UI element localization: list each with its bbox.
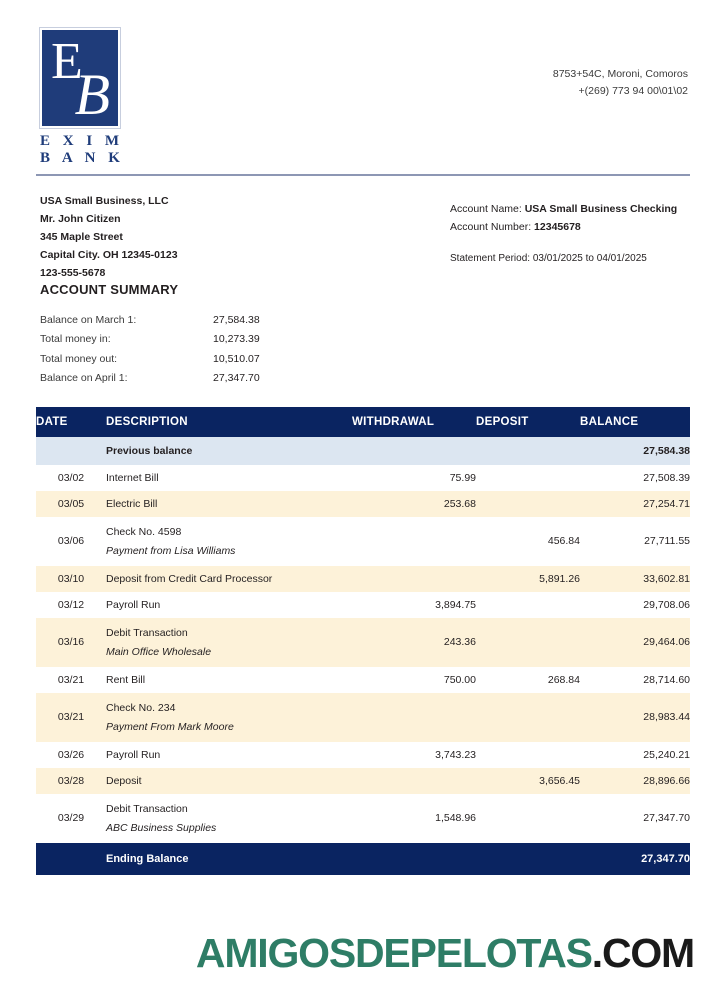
cell-date: 03/26 [57, 748, 85, 761]
table-row [36, 491, 690, 517]
table-row [36, 667, 690, 693]
cell-date: 03/10 [57, 572, 85, 585]
cell-deposit [476, 618, 580, 667]
cell-date: 03/16 [57, 636, 85, 649]
table-row [36, 794, 690, 843]
cell-withdrawal: 253.68 [443, 497, 476, 510]
cell-balance: 27,347.70 [643, 812, 690, 825]
cell-description [106, 566, 352, 592]
bank-wordmark [40, 133, 126, 167]
cell-date: 03/21 [57, 673, 85, 686]
customer-phone: 123-555-5678 [40, 267, 106, 280]
account-details-block [450, 200, 677, 267]
transactions-section [36, 407, 690, 875]
logo-letter-b: B [74, 62, 110, 127]
column-header-balance[interactable]: BALANCE [580, 407, 690, 437]
bank-logo [40, 28, 126, 167]
ending-balance-amount: 27,347.70 [641, 852, 690, 865]
summary-row [40, 330, 688, 349]
previous-balance-label: Previous balance [106, 444, 193, 457]
logo-letter-e: E [51, 33, 83, 90]
summary-row [40, 311, 688, 330]
cell-deposit: 5,891.26 [539, 572, 580, 585]
cell-description [106, 693, 352, 742]
cell-balance: 28,983.44 [643, 711, 690, 724]
description-main: Deposit from Credit Card Processor [106, 572, 273, 585]
account-name-label: Account Name: [450, 203, 522, 215]
description-main: Rent Bill [106, 673, 146, 686]
cell-withdrawal [352, 768, 476, 794]
customer-city-state-zip: Capital City. OH 12345-0123 [40, 249, 178, 262]
wordmark-bank: B A N K [40, 149, 125, 166]
account-number-label: Account Number: [450, 221, 532, 234]
description-sub: Main Office Wholesale [106, 645, 212, 658]
column-header-description[interactable]: DESCRIPTION [106, 407, 352, 437]
description-main: Deposit [106, 774, 142, 787]
customer-company: USA Small Business, LLC [40, 195, 169, 207]
summary-label: Balance on April 1: [40, 372, 128, 385]
table-row [36, 742, 690, 768]
cell-deposit [476, 491, 580, 517]
cell-description [106, 491, 352, 517]
cell-withdrawal: 75.99 [449, 471, 476, 484]
cell-date: 03/02 [57, 471, 85, 484]
bank-address: 8753+54C, Moroni, Comoros [552, 68, 688, 80]
cell-withdrawal: 750.00 [443, 673, 476, 686]
column-header-deposit[interactable]: DEPOSIT [476, 407, 580, 437]
description-sub: ABC Business Supplies [106, 821, 217, 834]
watermark-name: AMIGOSDEPELOTAS [195, 930, 592, 976]
table-row [36, 592, 690, 618]
exim-bank-logo-icon [40, 28, 120, 128]
description-main: Debit Transaction [106, 802, 188, 815]
cell-withdrawal: 3,894.75 [435, 598, 476, 611]
cell-deposit: 456.84 [547, 535, 580, 548]
cell-deposit [476, 742, 580, 768]
cell-deposit: 3,656.45 [539, 774, 580, 787]
cell-withdrawal [352, 693, 476, 742]
cell-withdrawal: 243.36 [443, 636, 476, 649]
description-main: Payroll Run [106, 598, 161, 611]
customer-street: 345 Maple Street [40, 231, 123, 244]
ending-balance-label: Ending Balance [106, 852, 189, 865]
description-sub: Payment From Mark Moore [106, 720, 234, 733]
cell-balance: 25,240.21 [643, 748, 690, 761]
cell-deposit: 268.84 [547, 673, 580, 686]
cell-date: 03/29 [57, 812, 85, 825]
cell-date: 03/12 [57, 598, 85, 611]
cell-date: 03/05 [57, 497, 85, 510]
description-main: Internet Bill [106, 471, 159, 484]
transactions-table [36, 407, 690, 875]
cell-balance: 27,254.71 [643, 497, 690, 510]
cell-withdrawal [352, 517, 476, 566]
table-header-row [36, 407, 690, 437]
description-sub: Payment from Lisa Williams [106, 544, 236, 557]
description-main: Check No. 4598 [106, 525, 182, 538]
cell-deposit [476, 794, 580, 843]
cell-description [106, 768, 352, 794]
cell-description [106, 465, 352, 491]
cell-date: 03/28 [57, 774, 85, 787]
transactions-table-foot [36, 843, 690, 875]
cell-balance: 33,602.81 [643, 572, 690, 585]
previous-balance-amount: 27,584.38 [643, 444, 690, 457]
cell-date: 03/21 [57, 711, 85, 724]
statement-period: Statement Period: 03/01/2025 to 04/01/2025 [450, 253, 647, 265]
wordmark-exim: E X I M [40, 133, 124, 149]
cell-description [106, 667, 352, 693]
transactions-table-head [36, 407, 690, 437]
summary-value: 10,273.39 [213, 333, 260, 346]
cell-balance: 27,508.39 [643, 471, 690, 484]
cell-balance: 29,464.06 [643, 636, 690, 649]
watermark-tld: .COM [591, 930, 694, 976]
column-header-withdrawal[interactable]: WITHDRAWAL [352, 407, 476, 437]
account-number-value: 12345678 [534, 221, 581, 234]
ending-balance-row [36, 843, 690, 875]
description-main: Payroll Run [106, 748, 161, 761]
table-row [36, 693, 690, 742]
transactions-table-body [36, 437, 690, 843]
cell-description [106, 794, 352, 843]
customer-name: Mr. John Citizen [40, 213, 121, 226]
table-row [36, 566, 690, 592]
cell-description [106, 618, 352, 667]
bank-phone: +(269) 773 94 00\01\02 [578, 85, 688, 98]
table-row [36, 618, 690, 667]
account-name-line [450, 200, 677, 218]
summary-value: 27,347.70 [213, 372, 260, 385]
summary-label: Balance on March 1: [40, 314, 137, 326]
bank-contact-info [553, 66, 688, 101]
cell-balance: 28,714.60 [643, 673, 690, 686]
account-number-line [450, 218, 677, 236]
cell-balance: 29,708.06 [643, 598, 690, 611]
summary-row [40, 369, 688, 388]
description-main: Electric Bill [106, 497, 158, 510]
table-row [36, 517, 690, 566]
cell-withdrawal [352, 566, 476, 592]
table-row [36, 465, 690, 491]
column-header-date[interactable]: DATE [36, 407, 106, 437]
cell-deposit [476, 693, 580, 742]
summary-row [40, 350, 688, 369]
statement-info-row [0, 176, 720, 280]
cell-deposit [476, 465, 580, 491]
summary-value: 10,510.07 [213, 352, 260, 365]
site-watermark [195, 930, 694, 976]
summary-label: Total money out: [40, 352, 118, 365]
cell-description [106, 592, 352, 618]
statement-header [0, 0, 720, 176]
account-summary-title: ACCOUNT SUMMARY [40, 282, 179, 297]
previous-balance-row [36, 437, 690, 465]
summary-label: Total money in: [40, 333, 111, 346]
cell-withdrawal: 3,743.23 [435, 748, 476, 761]
cell-withdrawal: 1,548.96 [435, 812, 476, 825]
table-row [36, 768, 690, 794]
cell-balance: 27,711.55 [644, 535, 690, 548]
cell-date: 03/06 [57, 535, 85, 548]
cell-balance: 28,896.66 [643, 774, 690, 787]
description-main: Debit Transaction [106, 626, 188, 639]
description-main: Check No. 234 [106, 701, 176, 714]
summary-value: 27,584.38 [213, 314, 260, 326]
account-summary-section [0, 274, 720, 389]
cell-deposit [476, 592, 580, 618]
account-name-value: USA Small Business Checking [524, 203, 678, 215]
cell-description [106, 517, 352, 566]
cell-description [106, 742, 352, 768]
